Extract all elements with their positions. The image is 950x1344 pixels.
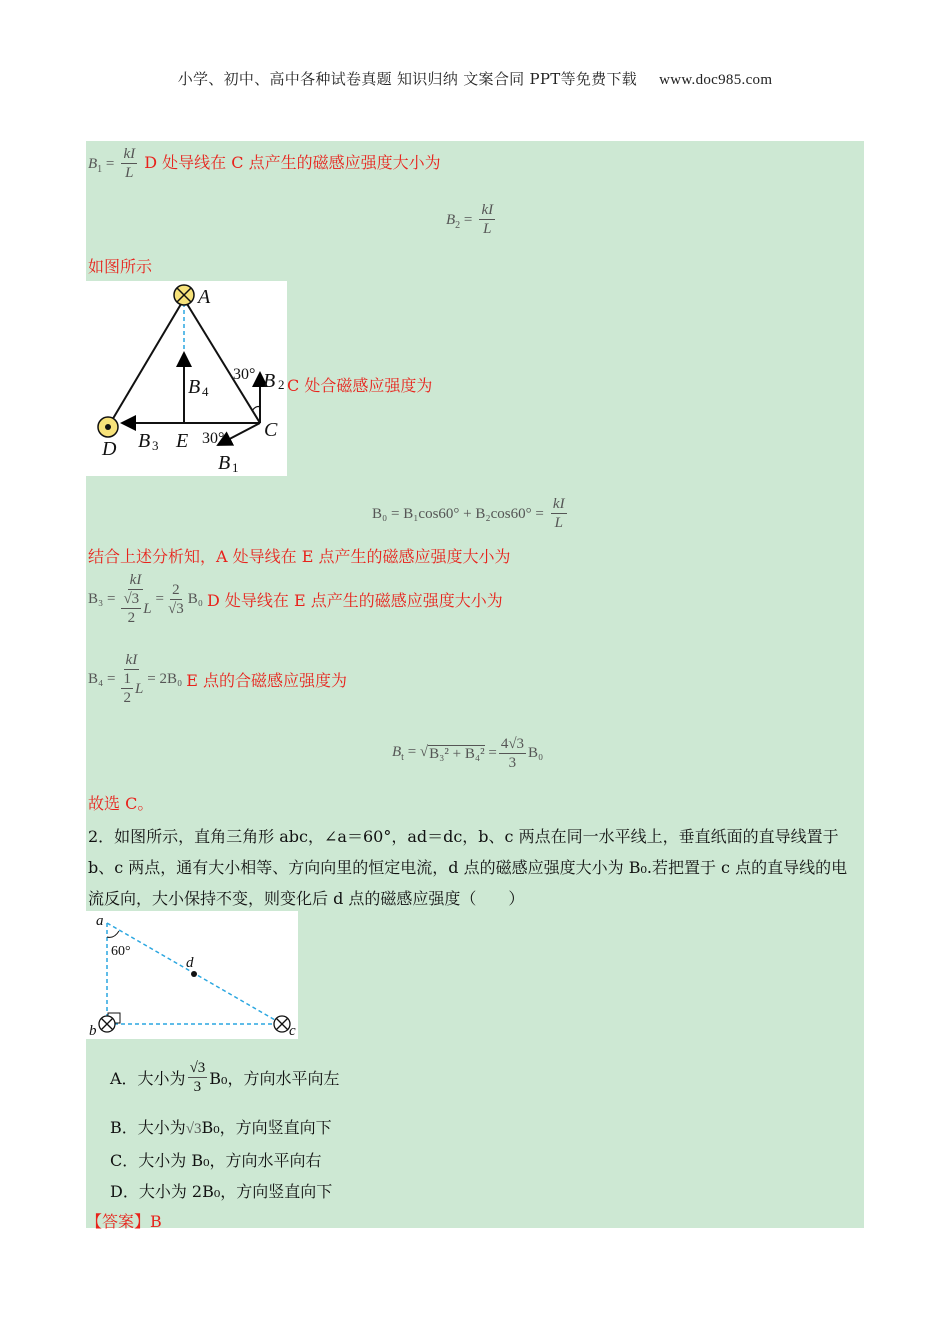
triangle-diagram xyxy=(86,281,287,476)
label-angle-top: 30° xyxy=(233,366,256,383)
b4-formula: B₄ = kI $\frac{1}{2}$ L = 2B₀ E 点的合磁感应强度为 xyxy=(88,652,348,706)
label-a2: a xyxy=(96,913,104,929)
label-d2: d xyxy=(186,955,194,971)
line-d-at-c: D 处导线在 C 点产生的磁感应强度大小为 xyxy=(144,153,441,172)
svg-text:1: 1 xyxy=(232,460,239,475)
question-line-3: 流反向，大小保持不变，则变化后 d 点的磁感应强度（ ） xyxy=(88,889,525,908)
question-line-1: 2．如图所示，直角三角形 abc，∠a＝60°，ad＝dc，b、c 两点在同一水平线上，垂直纸面的直导线置于 xyxy=(88,827,839,846)
right-triangle-figure xyxy=(86,911,298,1039)
answer-text: 【答案】B xyxy=(86,1212,162,1231)
line-a-at-e: 结合上述分析知，A 处导线在 E 点产生的磁感应强度大小为 xyxy=(88,547,511,566)
label-a: A xyxy=(198,286,211,308)
svg-text:2: 2 xyxy=(278,377,285,392)
page-header xyxy=(0,68,950,89)
option-c[interactable]: C．大小为 B₀，方向水平向右 xyxy=(110,1151,322,1170)
choose-text: 故选 C。 xyxy=(88,794,154,813)
header-text: 小学、初中、高中各种试卷真题 知识归纳 文案合同 PPT等免费下载 xyxy=(177,70,638,88)
label-c2: c xyxy=(289,1023,296,1039)
label-b1: B xyxy=(218,452,231,474)
b2-formula: $B_2$ = $\frac{kI}{L}$ xyxy=(446,202,494,237)
label-d: D xyxy=(102,438,117,460)
b0-formula: B₀ = B₁cos60° + B₂cos60° = $\frac{kI}{L}$ xyxy=(372,496,565,531)
svg-text:3: 3 xyxy=(152,438,159,453)
as-shown-text: 如图所示 xyxy=(88,257,153,276)
label-b2: B xyxy=(263,370,276,392)
label-angle-bottom: 30° xyxy=(202,430,225,447)
bt-formula: $B_t$ = √ B₃² + B₄² = $\frac{4√3}{3}$ B₀ xyxy=(392,736,544,771)
question-line-2: b、c 两点，通有大小相等、方向向里的恒定电流，d 点的磁感应强度大小为 B₀.若把置于 c 点的直导线的电 xyxy=(88,858,848,877)
b1-formula: $B_1$ = $\frac{kI}{L}$ D 处导线在 C 点产生的磁感应强度大小为 xyxy=(88,146,441,181)
svg-text:4: 4 xyxy=(202,384,209,399)
right-triangle-diagram xyxy=(86,911,298,1039)
label-b2: b xyxy=(89,1023,97,1039)
line-d-at-e: D 处导线在 E 点产生的磁感应强度大小为 xyxy=(206,590,503,610)
b3-formula: B₃ = kI $\frac{√3}{2}$ L = $\frac{2}{√3}$ B₀ D 处导线在 E 点产生的磁感应强度大小为 xyxy=(88,572,503,626)
triangle-figure xyxy=(86,281,287,476)
question-2 xyxy=(88,821,864,914)
option-a[interactable]: A．大小为 $\frac{√3}{3}$ B₀，方向水平向左 xyxy=(110,1060,340,1095)
label-b4: B xyxy=(188,376,201,398)
option-d[interactable]: D．大小为 2B₀，方向竖直向下 xyxy=(110,1182,333,1201)
line-c-total: C 处合磁感应强度为 xyxy=(287,376,433,395)
line-e-total: E 点的合磁感应强度为 xyxy=(186,670,348,690)
label-c: C xyxy=(264,419,278,441)
label-angle-60: 60° xyxy=(111,944,131,959)
label-e: E xyxy=(176,430,189,452)
solution-panel xyxy=(86,141,864,1231)
header-site: www.doc985.com xyxy=(659,72,773,88)
label-b3: B xyxy=(138,430,151,452)
option-b[interactable]: B．大小为√3B₀，方向竖直向下 xyxy=(110,1118,332,1137)
